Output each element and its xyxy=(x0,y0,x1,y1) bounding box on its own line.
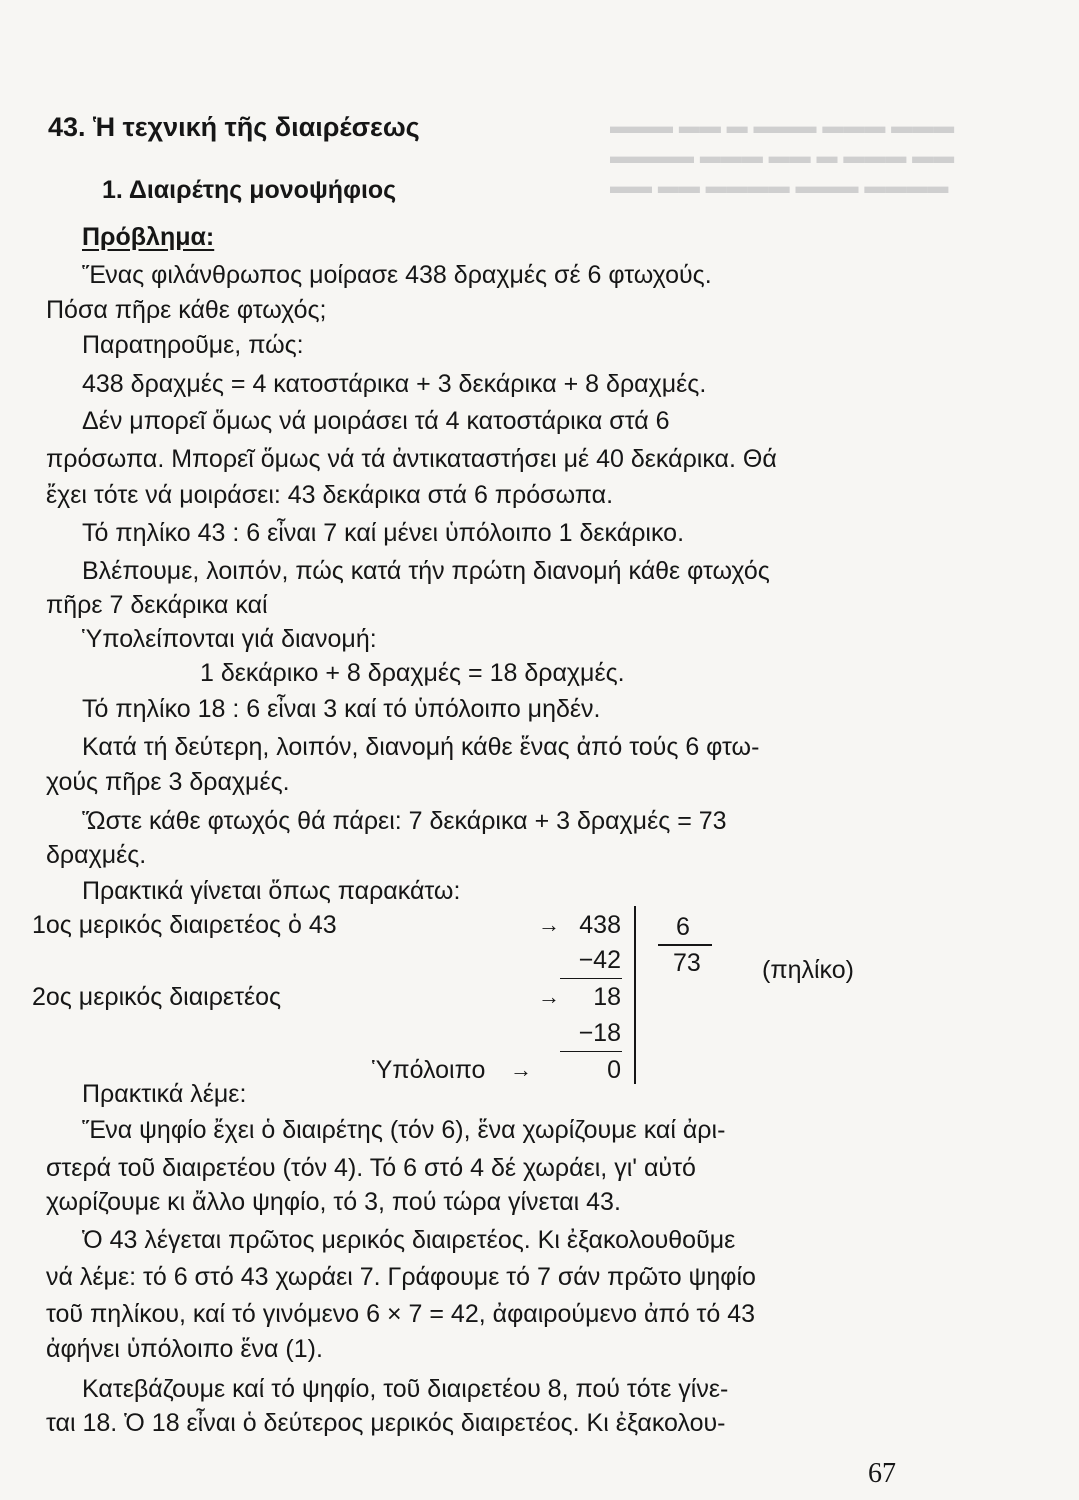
problem-label: Πρόβλημα: xyxy=(82,223,215,251)
text-line: Πρακτικά γίνεται ὅπως παρακάτω: xyxy=(82,877,461,905)
text-line: Κατεβάζουμε καί τό ψηφίο, τοῦ διαιρετέου 8, πού τότε γίνε- xyxy=(82,1375,729,1403)
dividend: 438 xyxy=(579,911,621,939)
division-bar-horizontal xyxy=(658,944,712,946)
remainder: 0 xyxy=(607,1056,621,1084)
text-line: Ἕνας φιλάνθρωπος μοίρασε 438 δραχμές σέ 6 φτωχούς. xyxy=(82,261,712,289)
text-line: στερά τοῦ διαιρετέου (τόν 4). Τό 6 στό 4 δέ χωράει, γι' αὐτό xyxy=(46,1154,696,1182)
text-line: χωρίζουμε κι ἄλλο ψηφίο, τό 3, πού τώρα γίνεται 43. xyxy=(46,1188,621,1216)
page-number: 67 xyxy=(868,1458,896,1489)
bleed-through-texture: ▬▬▬ ▬▬ ▬ ▬▬▬ ▬▬▬ ▬▬▬ xyxy=(610,115,955,138)
text-line: ται 18. Ὁ 18 εἶναι ὁ δεύτερος μερικός διαιρετέος. Κι ἐξακολου- xyxy=(46,1409,726,1437)
arrow-icon: → xyxy=(510,1057,532,1082)
text-line: 1 δεκάρικο + 8 δραχμές = 18 δραχμές. xyxy=(200,659,625,687)
text-line: Τό πηλίκο 18 : 6 εἶναι 3 καί τό ὑπόλοιπο μηδέν. xyxy=(82,695,601,723)
first-partial-dividend-label: 1ος μερικός διαιρετέος ὁ 43 xyxy=(32,911,337,939)
section-title: 43. Ἡ τεχνική τῆς διαιρέσεως xyxy=(48,112,420,142)
underline-2 xyxy=(560,1051,622,1052)
subtraction-1: −42 xyxy=(578,946,621,974)
text-line: Ὁ 43 λέγεται πρῶτος μερικός διαιρετέος. Κι ἐξακολουθοῦμε xyxy=(82,1226,736,1254)
text-line: Πόσα πῆρε κάθε φτωχός; xyxy=(46,296,327,324)
divisor: 6 xyxy=(676,913,690,941)
arrow-icon: → xyxy=(538,912,560,937)
text-line: νά λέμε: τό 6 στό 43 χωράει 7. Γράφουμε τό 7 σάν πρῶτο ψηφίο xyxy=(46,1263,756,1291)
underline-1 xyxy=(560,978,622,979)
text-line: Τό πηλίκο 43 : 6 εἶναι 7 καί μένει ὑπόλοιπο 1 δεκάρικο. xyxy=(82,519,685,547)
text-line: δραχμές. xyxy=(46,841,147,869)
text-line: χούς πῆρε 3 δραχμές. xyxy=(46,768,290,796)
text-line: πῆρε 7 δεκάρικα καί xyxy=(46,591,268,619)
text-line: Παρατηροῦμε, πώς: xyxy=(82,331,304,359)
partial-dividend-2: 18 xyxy=(593,983,621,1011)
second-partial-dividend-label: 2ος μερικός διαιρετέος xyxy=(32,983,282,1011)
text-line: ἔχει τότε νά μοιράσει: 43 δεκάρικα στά 6 πρόσωπα. xyxy=(46,481,614,509)
quotient-note: (πηλίκο) xyxy=(762,956,854,984)
subtraction-2: −18 xyxy=(578,1019,621,1047)
bleed-through-texture: ▬▬ ▬▬ ▬▬▬▬ ▬▬▬ ▬▬▬▬ xyxy=(610,175,949,198)
text-line: Κατά τή δεύτερη, λοιπόν, διανομή κάθε ἕνας ἀπό τούς 6 φτω- xyxy=(82,733,760,761)
text-line: τοῦ πηλίκου, καί τό γινόμενο 6 × 7 = 42, ἀφαιρούμενο ἀπό τό 43 xyxy=(46,1300,756,1328)
bleed-through-texture: ▬▬▬▬ ▬▬▬ ▬▬ ▬ ▬▬▬ ▬▬ xyxy=(610,145,955,168)
text-line: ἀφήνει ὑπόλοιπο ἕνα (1). xyxy=(46,1335,323,1363)
text-line: Ὑπολείπονται γιά διανομή: xyxy=(82,625,377,653)
text-line: Ἕνα ψηφίο ἔχει ὁ διαιρέτης (τόν 6), ἕνα χωρίζουμε καί ἀρι- xyxy=(82,1116,726,1144)
text-line: Ὥστε κάθε φτωχός θά πάρει: 7 δεκάρικα + 3 δραχμές = 73 xyxy=(82,807,727,835)
text-line: 438 δραχμές = 4 κατοστάρικα + 3 δεκάρικα + 8 δραχμές. xyxy=(82,370,707,398)
division-bar-vertical xyxy=(634,906,636,1084)
remainder-label: Ὑπόλοιπο xyxy=(372,1056,486,1084)
text-line: Δέν μπορεῖ ὅμως νά μοιράσει τά 4 κατοστάρικα στά 6 xyxy=(82,407,670,435)
quotient: 73 xyxy=(673,949,701,977)
text-line: Πρακτικά λέμε: xyxy=(82,1080,247,1108)
text-line: πρόσωπα. Μπορεῖ ὅμως νά τά ἀντικαταστήσει μέ 40 δεκάρικα. Θά xyxy=(46,445,777,473)
text-line: Βλέπουμε, λοιπόν, πώς κατά τήν πρώτη διανομή κάθε φτωχός xyxy=(82,557,770,585)
arrow-icon: → xyxy=(538,984,560,1009)
subsection-title: 1. Διαιρέτης μονοψήφιος xyxy=(102,176,397,204)
